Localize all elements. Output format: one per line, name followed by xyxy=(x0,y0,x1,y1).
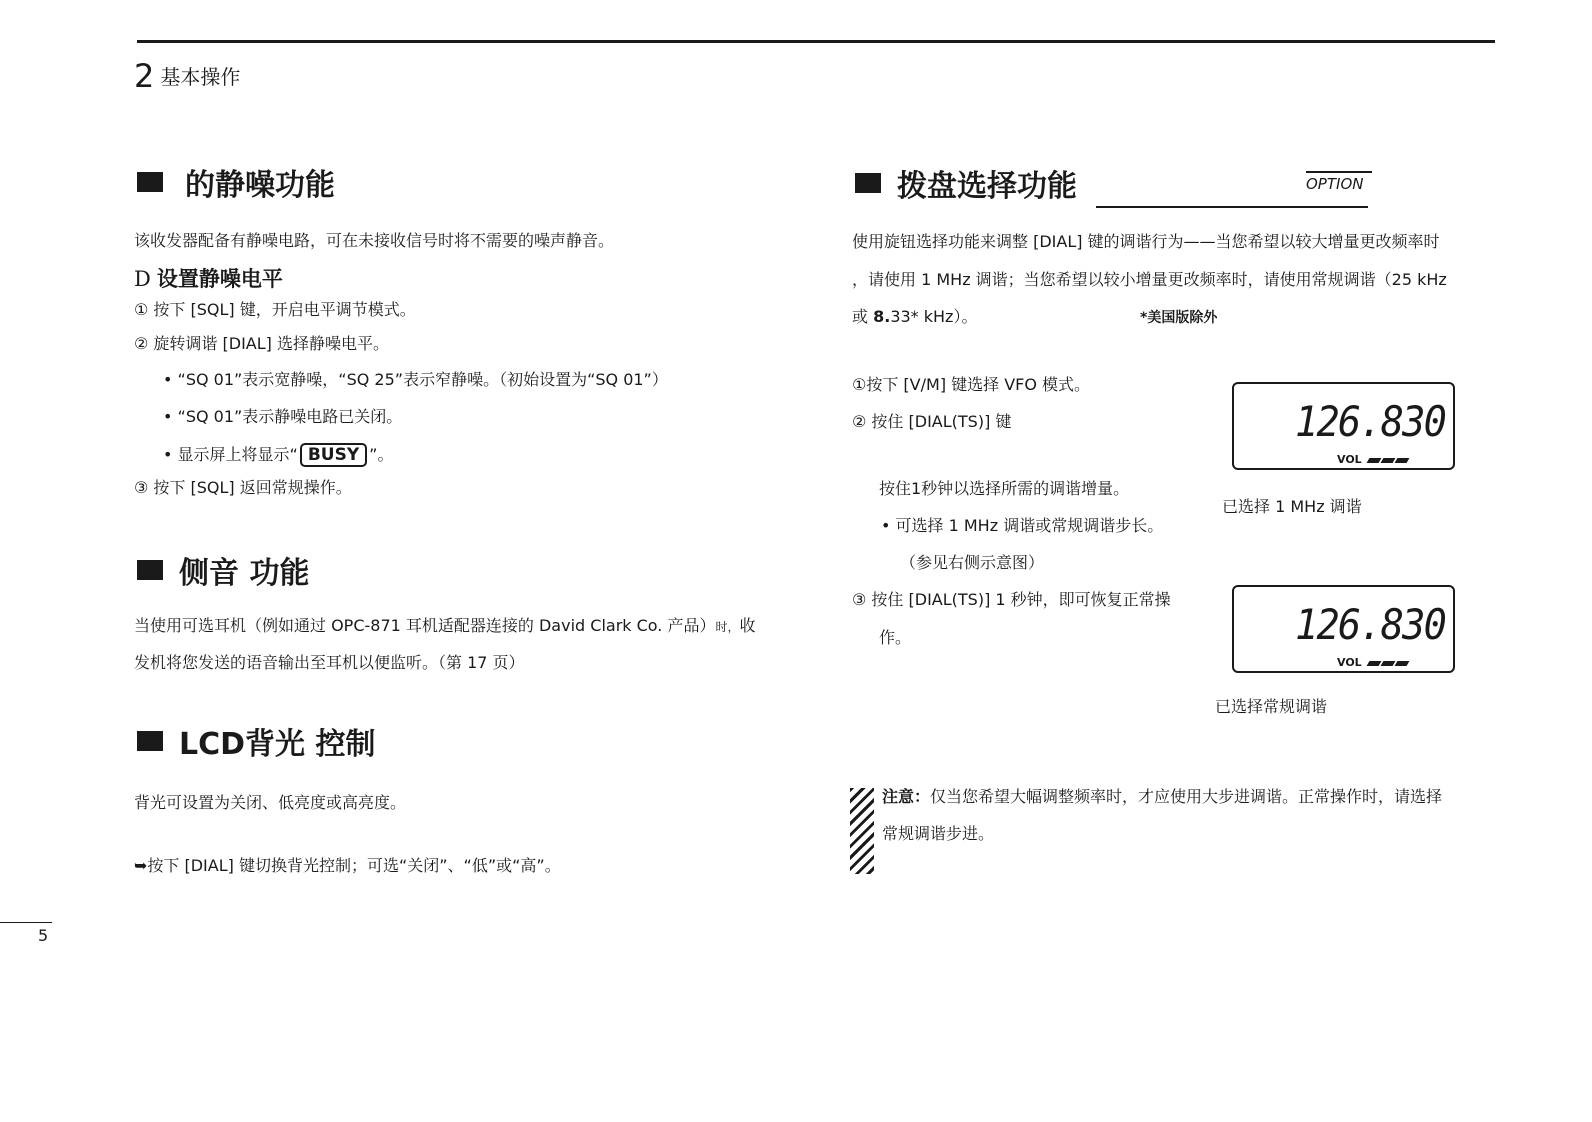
dial-intro-1: 使用旋钮选择功能来调整 [DIAL] 键的调谐行为——当您希望以较大增量更改频率时 xyxy=(852,232,1440,251)
busy-indicator: BUSY xyxy=(300,443,367,467)
squelch-subheading: D 设置静噪电平 xyxy=(134,267,283,291)
caution-hatch-icon xyxy=(850,788,874,874)
backlight-line-2: ➥按下 [DIAL] 键切换背光控制；可选“关闭”、“低”或“高”。 xyxy=(134,856,561,875)
page-number-rule xyxy=(0,922,52,923)
dial-intro-2: ，请使用 1 MHz 调谐；当您希望以较小增量更改频率时，请使用常规调谐（25 kHz xyxy=(852,270,1447,289)
backlight-line-1: 背光可设置为关闭、低亮度或高亮度。 xyxy=(134,793,407,812)
note-line-1: 注意：仅当您希望大幅调整频率时，才应使用大步进调谐。正常操作时，请选择 xyxy=(882,787,1443,806)
lcd-display-normal xyxy=(1232,585,1455,673)
section-marker-icon xyxy=(137,560,163,580)
page-number: 5 xyxy=(38,926,49,945)
squelch-step-1: ① 按下 [SQL] 键，开启电平调节模式。 xyxy=(134,300,416,319)
note-line-2: 常规调谐步进。 xyxy=(882,824,995,843)
lcd-vol-label: VOL xyxy=(1337,453,1362,466)
dial-step-2: ② 按住 [DIAL(TS)] 键 xyxy=(852,412,1012,431)
chapter-title: 基本操作 xyxy=(160,65,241,89)
lcd-frequency: 126.830 xyxy=(1295,397,1445,446)
lcd-caption-normal: 已选择常规调谐 xyxy=(1215,697,1328,716)
option-badge: OPTION xyxy=(1306,175,1364,193)
dial-select-section-title: 拨盘选择功能 xyxy=(855,167,1077,207)
section-marker-icon xyxy=(137,172,163,192)
dial-intro-3: 或 8.33* kHz）。 xyxy=(852,307,978,326)
squelch-bullet-3: • 显示屏上将显示“ BUSY ”。 xyxy=(163,445,394,465)
sidetone-line-2: 发机将您发送的语音输出至耳机以便监听。（第 17 页） xyxy=(134,653,525,672)
squelch-section-title: 的静噪功能 xyxy=(137,166,335,206)
sidetone-section-title: 侧音 功能 xyxy=(137,554,309,594)
dial-step-3-line-1: ③ 按住 [DIAL(TS)] 1 秒钟，即可恢复正常操 xyxy=(852,590,1171,609)
section-marker-icon xyxy=(137,731,163,751)
dial-hold-text: 按住1秒钟以选择所需的调谐增量。 xyxy=(879,479,1130,498)
squelch-bullet-2: • “SQ 01”表示静噪电路已关闭。 xyxy=(163,407,403,426)
chapter-number: 2 xyxy=(134,57,155,95)
lcd-frequency: 126.830 xyxy=(1295,600,1445,649)
lcd-display-1mhz xyxy=(1232,382,1455,470)
dial-bullet: • 可选择 1 MHz 调谐或常规调谐步长。 xyxy=(881,516,1164,535)
lcd-vol-label: VOL xyxy=(1337,656,1362,669)
title-underline xyxy=(1096,206,1368,208)
section-marker-icon xyxy=(855,173,881,193)
dial-step-3-line-2: 作。 xyxy=(879,628,912,647)
dial-paren-note: （参见右侧示意图） xyxy=(900,553,1045,572)
squelch-bullet-1: • “SQ 01”表示宽静噪，“SQ 25”表示窄静噪。（初始设置为“SQ 01”） xyxy=(163,370,668,389)
sidetone-line-1: 当使用可选耳机（例如通过 OPC-871 耳机适配器连接的 David Clark Co. 产品）时，收 xyxy=(134,616,756,635)
chapter-heading xyxy=(134,58,240,95)
squelch-step-2: ② 旋转调谐 [DIAL] 选择静噪电平。 xyxy=(134,334,389,353)
header-rule xyxy=(137,40,1495,43)
us-version-note: *美国版除外 xyxy=(1140,310,1218,326)
squelch-intro: 该收发器配备有静噪电路，可在未接收信号时将不需要的噪声静音。 xyxy=(134,231,615,250)
lcd-caption-1mhz: 已选择 1 MHz 调谐 xyxy=(1222,497,1362,516)
squelch-step-3: ③ 按下 [SQL] 返回常规操作。 xyxy=(134,478,352,497)
volume-bars-icon xyxy=(1368,458,1410,463)
backlight-section-title: LCD背光 控制 xyxy=(137,725,375,765)
option-overline xyxy=(1306,171,1372,173)
volume-bars-icon xyxy=(1368,661,1410,666)
arrow-icon: ➥ xyxy=(134,856,148,875)
dial-step-1: ①按下 [V/M] 键选择 VFO 模式。 xyxy=(852,375,1091,394)
